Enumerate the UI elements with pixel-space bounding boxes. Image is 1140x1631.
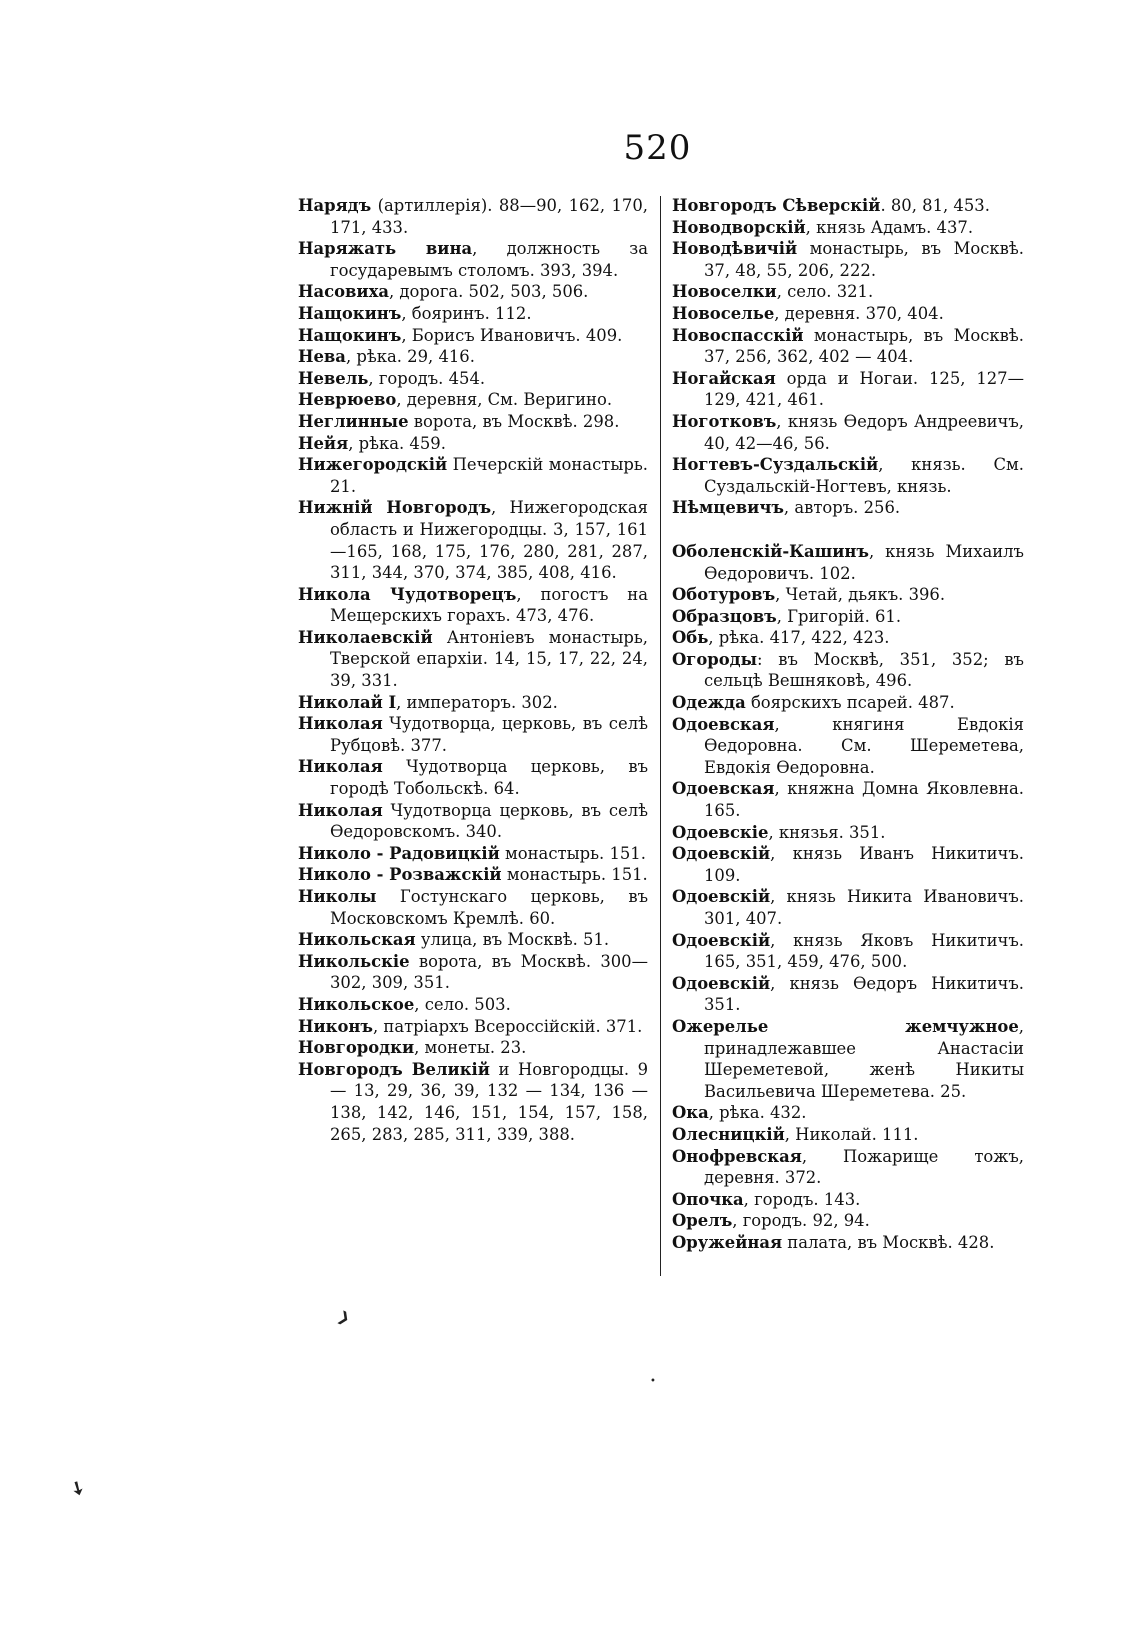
index-entry <box>672 886 1024 929</box>
index-entry-headword: Обь <box>672 628 709 648</box>
index-entry-text: , должность за государевымъ столомъ. 393, 394. <box>330 239 648 280</box>
index-entry <box>672 822 1024 844</box>
index-entry-headword: Новоселки <box>672 282 777 302</box>
index-entry <box>298 368 648 390</box>
index-entry-text: , князь. См. Суздальскій-Ногтевъ, князь. <box>704 455 1024 496</box>
index-entry <box>298 1016 648 1038</box>
index-entry <box>298 843 648 865</box>
index-entry-text: , княгиня Евдокія Ѳедоровна. См. Шереметева, Евдокія Ѳедоровна. <box>704 714 1024 777</box>
index-entry <box>298 800 648 843</box>
index-entry-text: , Четай, дьякъ. 396. <box>775 585 946 605</box>
index-entry <box>298 951 648 994</box>
index-entry-headword: Николо - Розважскій <box>298 865 502 885</box>
index-entry-text: (артиллерія). 88—90, 162, 170, 171, 433. <box>330 196 648 237</box>
index-entry-headword: Оботуровъ <box>672 585 776 605</box>
index-entry-headword: Нева <box>298 347 346 367</box>
index-entry-text: , погостъ на Мещерскихъ горахъ. 473, 476. <box>330 584 648 626</box>
page-number: 520 <box>623 128 692 168</box>
index-entry-text: ворота, въ Москвѣ. 298. <box>408 411 620 431</box>
index-entry-headword: Никольскіе <box>298 951 410 971</box>
index-entry-text: , патріархъ Всероссійскій. 371. <box>372 1016 643 1036</box>
index-entry-text: , князь Яковъ Никитичъ. 165, 351, 459, 476, 500. <box>704 930 1024 972</box>
index-entry-text: , князья. 351. <box>768 822 886 842</box>
index-entry-headword: Опочка <box>672 1189 744 1209</box>
index-entry-headword: Орелъ <box>672 1211 733 1231</box>
index-entry <box>672 1102 1024 1124</box>
index-entry-text: , городъ. 143. <box>743 1189 861 1209</box>
index-entry-headword: Олесницкій <box>672 1124 785 1144</box>
index-entry-headword: Ноготковъ <box>672 411 777 431</box>
index-entry-text: , императоръ. 302. <box>396 692 558 712</box>
index-entry <box>672 843 1024 886</box>
index-entry <box>298 303 648 325</box>
index-entry-headword: Нижній Новгородъ <box>298 498 492 518</box>
index-entry-text: , деревня. 370, 404. <box>774 303 944 323</box>
index-entry-headword: Одоевскій <box>672 930 771 950</box>
index-entry <box>672 217 1024 239</box>
index-entry-headword: Никонъ <box>298 1016 373 1036</box>
index-entry <box>672 497 1024 519</box>
index-entry-headword: Никольская <box>298 930 416 950</box>
index-entry <box>298 389 648 411</box>
index-entry-text: , дорога. 502, 503, 506. <box>388 282 589 302</box>
index-entry-headword: Одоевскіе <box>672 822 769 842</box>
index-entry <box>298 864 648 886</box>
index-entry-text: , Пожарище тожъ, деревня. 372. <box>704 1146 1024 1188</box>
index-entry-headword: Новодѣвичій <box>672 239 798 259</box>
index-column-left <box>298 195 648 1145</box>
index-entry-headword: Одоевскій <box>672 973 771 993</box>
index-entry-headword: Нащокинъ <box>298 325 402 345</box>
index-entry <box>298 713 648 756</box>
index-entry-headword: Николая <box>298 800 383 820</box>
index-entry-text: , монеты. 23. <box>414 1038 527 1058</box>
index-entry-text: Чудотворца, церковь, въ селѣ Рубцовѣ. 377. <box>330 714 648 755</box>
index-entry-headword: Оружейная <box>672 1232 783 1252</box>
index-entry-text: монастырь, въ Москвѣ. 37, 256, 362, 402 — 404. <box>704 325 1024 367</box>
index-entry-text: , Григорій. 61. <box>776 606 902 626</box>
index-entry <box>672 281 1024 303</box>
index-entry <box>298 756 648 799</box>
index-entry-headword: Нейя <box>298 433 349 453</box>
index-entry-text: , князь Иванъ Никитичъ. 109. <box>704 844 1024 885</box>
index-entry <box>672 1124 1024 1146</box>
index-entry-text: , рѣка. 459. <box>348 433 446 453</box>
column-divider <box>660 196 661 1276</box>
index-entry <box>672 1146 1024 1189</box>
index-entry-text: , село. 503. <box>414 994 511 1014</box>
index-group-o <box>672 541 1024 1254</box>
index-entry-text: Чудотворца церковь, въ городѣ Тобольскѣ. 64. <box>330 757 648 799</box>
ink-mark: ❯ <box>335 1308 353 1328</box>
index-entry-headword: Одоевскій <box>672 887 771 907</box>
index-entry <box>298 886 648 929</box>
index-entry-headword: Неглинные <box>298 411 409 431</box>
ink-mark: ➘ <box>65 1475 90 1502</box>
index-entry-text: Гостунскаго церковь, въ Московскомъ Кремлѣ. 60. <box>330 887 648 928</box>
index-entry <box>298 325 648 347</box>
index-entry-headword: Одежда <box>672 693 746 713</box>
index-entry-text: улица, въ Москвѣ. 51. <box>415 930 610 950</box>
index-entry-text: , городъ. 454. <box>368 368 486 388</box>
index-entry-headword: Одоевская <box>672 779 775 799</box>
index-entry <box>298 627 648 692</box>
index-entry <box>672 1232 1024 1254</box>
index-entry-headword: Онофревская <box>672 1146 802 1166</box>
index-entry <box>672 454 1024 497</box>
index-entry-headword: Новодворскій <box>672 217 806 237</box>
index-entry-headword: Николо - Радовицкій <box>298 843 500 863</box>
index-column-right <box>672 195 1024 1254</box>
index-entry-text: , авторъ. 256. <box>783 498 901 518</box>
index-entry-headword: Нащокинъ <box>298 303 402 323</box>
index-entry-headword: Новоспасскій <box>672 325 804 345</box>
index-entry <box>298 1059 648 1145</box>
index-entry-headword: Никольское <box>298 994 415 1014</box>
index-entry-text: ворота, въ Москвѣ. 300—302, 309, 351. <box>330 951 648 993</box>
index-entry-headword: Одоевская <box>672 714 775 734</box>
index-entry-headword: Невель <box>298 368 369 388</box>
index-entry <box>298 411 648 433</box>
index-entry <box>298 497 648 583</box>
index-entry-text: , деревня, См. Веригино. <box>396 390 613 410</box>
index-entry-headword: Одоевскій <box>672 844 771 864</box>
index-entry-headword: Оболенскій-Кашинъ <box>672 541 869 561</box>
index-entry-headword: Никола Чудотворецъ <box>298 584 517 604</box>
index-entry <box>298 692 648 714</box>
index-entry-text: орда и Ногаи. 125, 127—129, 421, 461. <box>704 368 1024 410</box>
index-entry <box>672 778 1024 821</box>
index-entry-text: палата, въ Москвѣ. 428. <box>782 1232 995 1252</box>
index-group-n <box>672 195 1024 519</box>
index-entry-text: , князь Никита Ивановичъ. 301, 407. <box>704 887 1024 928</box>
index-entry-headword: Ожерелье жемчужное <box>672 1016 1019 1036</box>
index-entry-text: , княжна Домна Яковлевна. 165. <box>704 779 1024 821</box>
letter-group-gap <box>672 519 1024 541</box>
index-entry <box>672 1016 1024 1102</box>
index-entry-headword: Николая <box>298 757 383 777</box>
ink-dot: • <box>650 1376 656 1387</box>
index-entry <box>672 714 1024 779</box>
index-entry-headword: Огороды <box>672 649 758 669</box>
index-entry-headword: Николай I <box>298 692 397 712</box>
index-entry <box>298 281 648 303</box>
index-entry-text: , бояринъ. 112. <box>401 303 532 323</box>
index-entry-text: , князь Михаилъ Ѳедоровичъ. 102. <box>704 541 1024 583</box>
index-entry-text: монастырь, въ Москвѣ. 37, 48, 55, 206, 222. <box>704 239 1024 280</box>
index-entry <box>672 606 1024 628</box>
index-entry <box>298 454 648 497</box>
index-entry-headword: Николаевскій <box>298 627 433 647</box>
index-entry-text: : въ Москвѣ, 351, 352; въ сельцѣ Вешняковѣ, 496. <box>704 649 1024 691</box>
index-entry-headword: Новоселье <box>672 303 775 323</box>
index-entry-headword: Николы <box>298 887 377 906</box>
index-entry <box>672 649 1024 692</box>
index-entry-text: монастырь. 151. <box>499 843 646 863</box>
index-entry-text: , рѣка. 417, 422, 423. <box>708 628 890 648</box>
index-entry-text: монастырь. 151. <box>501 865 648 885</box>
index-entry-text: , рѣка. 432. <box>708 1103 807 1123</box>
index-entry-text: , Борисъ Ивановичъ. 409. <box>401 325 623 345</box>
index-entry-text: , принадлежавшее Анастасіи Шереметевой, женѣ Никиты Васильевича Шереметева. 25. <box>704 1016 1024 1101</box>
index-entry-headword: Нарядъ <box>298 196 372 215</box>
index-entry <box>298 929 648 951</box>
index-entry-headword: Ногтевъ-Суздальскій <box>672 455 879 475</box>
index-entry-text: , Николай. 111. <box>784 1124 919 1144</box>
index-entry <box>672 195 1024 217</box>
index-entry <box>298 1037 648 1059</box>
index-entry-text: , село. 321. <box>776 282 874 302</box>
index-entry-text: боярскихъ псарей. 487. <box>745 693 955 713</box>
index-entry <box>672 627 1024 649</box>
index-entry-headword: Насовиха <box>298 282 389 302</box>
index-entry-text: , князь Ѳедоръ Никитичъ. 351. <box>704 973 1024 1015</box>
index-entry <box>298 584 648 627</box>
index-entry <box>672 973 1024 1016</box>
index-entry-headword: Николая <box>298 714 383 734</box>
index-entry-headword: Новгородъ Сѣверскій <box>672 196 881 215</box>
index-entry-text: и Новгородцы. 9 — 13, 29, 36, 39, 132 — 134, 136 — 138, 142, 146, 151, 154, 157, 158, 265, 283, 285, 311, 339, 388. <box>330 1059 648 1144</box>
index-entry-headword: Нѣмцевичъ <box>672 498 784 518</box>
index-entry-text: Чудотворца церковь, въ селѣ Ѳедоровскомъ. 340. <box>330 800 648 842</box>
index-entry-text: , князь Ѳедоръ Андреевичъ, 40, 42—46, 56. <box>704 411 1024 453</box>
index-entry <box>298 346 648 368</box>
index-entry <box>298 238 648 281</box>
index-entry <box>672 584 1024 606</box>
index-entry <box>672 541 1024 584</box>
index-entry <box>672 1210 1024 1232</box>
index-entry <box>298 195 648 238</box>
index-entry-headword: Ока <box>672 1103 709 1123</box>
index-entry-headword: Новгородъ Великій <box>298 1059 490 1079</box>
index-entry-headword: Нижегородскій <box>298 455 448 475</box>
index-entry-headword: Новгородки <box>298 1038 415 1058</box>
index-entry-text: , городъ. 92, 94. <box>732 1211 870 1231</box>
index-entry-headword: Наряжать вина <box>298 239 473 259</box>
index-entry <box>672 1189 1024 1211</box>
index-entry-text: . 80, 81, 453. <box>880 196 990 215</box>
index-entry <box>298 994 648 1016</box>
index-entry <box>672 238 1024 281</box>
index-entry-text: Печерскій монастырь. 21. <box>330 455 648 496</box>
index-entry <box>672 692 1024 714</box>
index-entry-text: , рѣка. 29, 416. <box>345 347 475 367</box>
index-entry-text: Антоніевъ монастырь, Тверской епархіи. 14, 15, 17, 22, 24, 39, 331. <box>330 627 648 691</box>
index-entry <box>672 411 1024 454</box>
index-entry <box>672 368 1024 411</box>
index-entry <box>298 433 648 455</box>
index-entry <box>672 303 1024 325</box>
index-entry <box>672 325 1024 368</box>
index-entry-text: , Нижегородская область и Нижегородцы. 3, 157, 161—165, 168, 175, 176, 280, 281, 287, 311, 344, 370, 374, 385, 408, 416. <box>330 498 648 583</box>
index-entry <box>672 930 1024 973</box>
index-entry-headword: Ногайская <box>672 368 776 388</box>
index-entry-headword: Образцовъ <box>672 606 777 626</box>
index-entry-headword: Неврюево <box>298 390 397 410</box>
index-entry-text: , князь Адамъ. 437. <box>805 217 974 237</box>
